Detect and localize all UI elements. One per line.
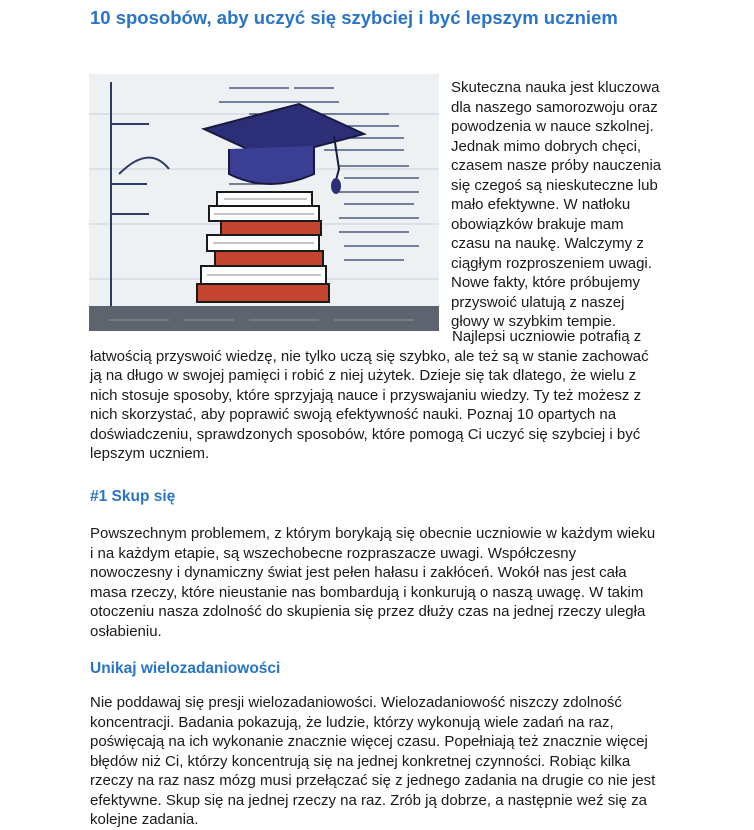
text-line: Jednak mimo dobrych chęci, (451, 137, 642, 155)
section-paragraph-multitasking (90, 693, 700, 830)
text-line: ją na długo w swojej pamięci i robić z niej użytek. Dzieje się tak dlatego, że wielu z (90, 367, 637, 384)
text-line: nich stosuje sposoby, które sprzyjają nauce i przyswajaniu wiedzy. Ty też możesz z (90, 386, 642, 404)
text-line: poświęcają na ich wykonanie znacznie więcej czasu. Popełniają też znacznie więcej (90, 733, 648, 750)
text-line: nich skorzystać, aby poprawić swoją efektywność nauki. Poznaj 10 opartych na (90, 406, 617, 423)
intro-paragraph-side (451, 78, 666, 332)
intro-paragraph-continuation (90, 327, 670, 464)
text-line: lepszym uczniem. (90, 445, 210, 462)
text-line: błędów niż Ci, którzy koncentrują się na jednej konkretnej czynności. Robiąc kilka (90, 752, 631, 770)
text-line: i na każdym etapie, są wszechobecne rozpraszacze uwagi. Współczesny (90, 544, 577, 562)
text-line: Powszechnym problemem, z którym borykają się obecnie uczniowie w każdym wieku (90, 525, 656, 542)
text-line: efektywne. Skup się na jednej rzeczy na raz. Zrób ją dobrze, a następnie weź się za (90, 791, 647, 809)
text-line: powodzenia w nauce szkolnej. (451, 118, 654, 135)
text-line: dla naszego samorozwoju oraz (451, 98, 658, 116)
section-heading-focus: #1 Skup się (90, 488, 176, 505)
text-line: się czegoś są nieskuteczne lub (451, 176, 658, 194)
text-line: masa rzeczy, które nieustanie nas bombardują i konkurują o naszą uwagę. W takim (90, 583, 644, 601)
text-line: rzeczy na raz nasz mózg musi przełączać się z jednego zadania na drugie co nie jest (90, 772, 656, 789)
article-title: 10 sposobów, aby uczyć się szybciej i być lepszym uczniem (90, 7, 618, 28)
text-line: przyswoić ulatują z naszej (451, 293, 625, 311)
text-line: nowoczesny i dynamiczny świat jest pełen hałasu i zakłóceń. Wokół nas jest cała (90, 564, 627, 581)
text-line: koncentracji. Badania pokazują, że ludzie, którzy wykonują wiele zadań na raz, (90, 713, 614, 731)
text-line: Nowe fakty, które próbujemy (451, 274, 640, 291)
text-line: obowiązków brakuje mam (451, 215, 624, 233)
text-line: kolejne zadania. (90, 811, 199, 828)
text-line: ciągłym rozproszeniem uwagi. (451, 254, 652, 272)
section-heading-multitasking: Unikaj wielozadaniowości (90, 660, 281, 677)
text-line: Skuteczna nauka jest kluczowa (451, 79, 660, 96)
text-line: głowy w szybkim tempie. (451, 313, 617, 330)
text-line: mało efektywne. W natłoku (451, 196, 631, 213)
text-line: Nie poddawaj się presji wielozadaniowości. Wielozadaniowość niszczy zdolność (90, 694, 622, 711)
text-line: łatwością przyswoić wiedzę, nie tylko uczą się szybko, ale też są w stanie zachować (90, 347, 649, 365)
graduation-cap-and-books-sketch-icon (89, 74, 439, 331)
section-paragraph-focus (90, 524, 700, 641)
text-line: osłabieniu. (90, 622, 162, 640)
text-line: czasem nasze próby nauczenia (451, 157, 662, 174)
text-line: otoczeniu nasza zdolność do skupienia się przez dłuży czas na jednej rzeczy uległa (90, 603, 646, 620)
text-line: Najlepsi uczniowie potrafią z (452, 328, 642, 345)
text-line: czasu na naukę. Walczymy z (451, 235, 644, 252)
text-line: doświadczeniu, sprawdzonych sposobów, które pomogą Ci uczyć się szybciej i być (90, 425, 641, 443)
